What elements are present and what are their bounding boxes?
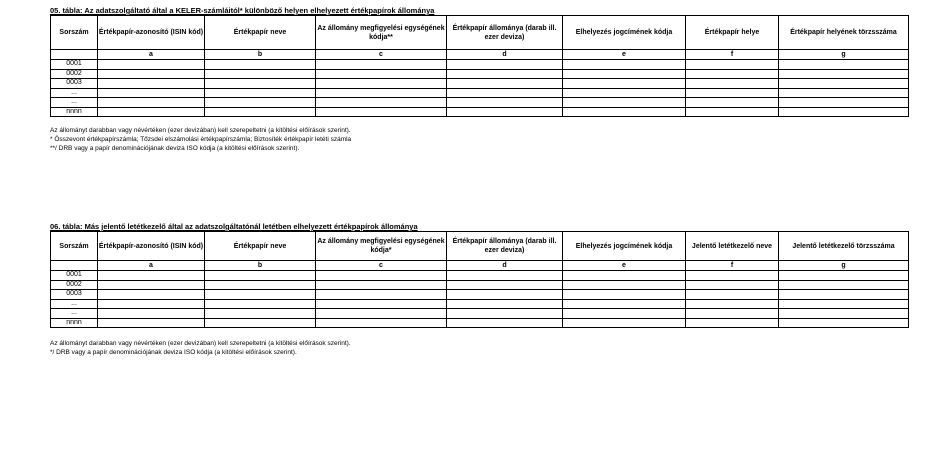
column-header: Elhelyezés jogcímének kódja <box>563 16 686 50</box>
column-header: Értékpapír helyének törzsszáma <box>779 16 909 50</box>
column-header: Értékpapír-azonosító (ISIN kód) <box>98 16 205 50</box>
column-letter: a <box>98 50 205 60</box>
table-cell[interactable] <box>447 60 563 70</box>
table-cell[interactable] <box>205 107 316 117</box>
table-cell[interactable] <box>98 299 205 309</box>
table-cell[interactable] <box>205 309 316 319</box>
table-cell[interactable] <box>563 69 686 79</box>
row-number: ... <box>51 309 98 319</box>
table-06-letter-row <box>51 261 909 271</box>
table-05-header-row <box>51 16 909 50</box>
column-header: Sorszám <box>51 232 98 261</box>
table-cell[interactable] <box>447 98 563 108</box>
table-cell[interactable] <box>316 98 447 108</box>
table-cell[interactable] <box>205 299 316 309</box>
table-cell[interactable] <box>563 107 686 117</box>
column-header: Sorszám <box>51 16 98 50</box>
table-row <box>51 271 909 281</box>
note-line: Az állományt darabban vagy névértéken (ezer devizában) kell szerepeltetni (a kitöltési előírások szerint). <box>50 127 351 134</box>
table-cell[interactable] <box>316 299 447 309</box>
table-cell[interactable] <box>563 318 686 328</box>
table-cell[interactable] <box>779 309 909 319</box>
table-cell[interactable] <box>98 98 205 108</box>
column-letter: a <box>98 261 205 271</box>
table-cell[interactable] <box>686 69 779 79</box>
table-row <box>51 280 909 290</box>
table-cell[interactable] <box>447 69 563 79</box>
column-header: Értékpapír-azonosító (ISIN kód) <box>98 232 205 261</box>
table-cell[interactable] <box>779 88 909 98</box>
table-cell[interactable] <box>686 60 779 70</box>
table-cell[interactable] <box>205 88 316 98</box>
table-cell[interactable] <box>686 318 779 328</box>
table-cell[interactable] <box>205 98 316 108</box>
table-cell[interactable] <box>686 79 779 89</box>
row-number: ... <box>51 98 98 108</box>
table-cell[interactable] <box>563 299 686 309</box>
table-cell[interactable] <box>686 280 779 290</box>
table-cell[interactable] <box>316 280 447 290</box>
table-row <box>51 98 909 108</box>
table-row <box>51 69 909 79</box>
table-cell[interactable] <box>316 271 447 281</box>
row-number: 0002 <box>51 69 98 79</box>
table-cell[interactable] <box>686 98 779 108</box>
table-row <box>51 309 909 319</box>
row-number: 0003 <box>51 79 98 89</box>
table-cell[interactable] <box>316 290 447 300</box>
row-number: 0002 <box>51 280 98 290</box>
row-number: ... <box>51 299 98 309</box>
table-cell[interactable] <box>563 309 686 319</box>
table-05-title: 05. tábla: Az adatszolgáltató által a KELER-számláitól* különböző helyen elhelyezett értékpapírok állománya <box>50 6 435 15</box>
table-cell[interactable] <box>779 69 909 79</box>
column-header: Az állomány megfigyelési egységének kódja* <box>316 232 447 261</box>
table-06 <box>50 231 909 328</box>
column-header: Elhelyezés jogcímének kódja <box>563 232 686 261</box>
table-cell[interactable] <box>563 79 686 89</box>
table-cell[interactable] <box>447 290 563 300</box>
note-line: * Összevont értékpapírszámla; Tőzsdei elszámolási értékpapírszámla; Biztosíték értékpapír letéti számla <box>50 136 352 143</box>
table-cell[interactable] <box>563 98 686 108</box>
column-letter: f <box>686 261 779 271</box>
table-cell[interactable] <box>205 79 316 89</box>
table-cell[interactable] <box>205 318 316 328</box>
table-cell[interactable] <box>98 318 205 328</box>
table-cell[interactable] <box>686 88 779 98</box>
table-cell[interactable] <box>205 290 316 300</box>
column-letter <box>51 261 98 271</box>
table-cell[interactable] <box>779 79 909 89</box>
table-cell[interactable] <box>447 88 563 98</box>
row-number: nnnn <box>51 318 98 328</box>
table-cell[interactable] <box>779 290 909 300</box>
table-cell[interactable] <box>563 60 686 70</box>
table-cell[interactable] <box>779 318 909 328</box>
table-cell[interactable] <box>447 280 563 290</box>
table-row <box>51 60 909 70</box>
table-05-section <box>50 6 908 153</box>
column-letter: d <box>447 261 563 271</box>
column-letter: c <box>316 261 447 271</box>
column-header: Értékpapír állománya (darab ill. ezer deviza) <box>447 16 563 50</box>
table-06-header-row <box>51 232 909 261</box>
table-cell[interactable] <box>98 309 205 319</box>
table-cell[interactable] <box>205 280 316 290</box>
column-letter: g <box>779 50 909 60</box>
table-cell[interactable] <box>563 271 686 281</box>
table-05 <box>50 15 909 117</box>
column-header: Értékpapír neve <box>205 232 316 261</box>
column-header: Jelentő letétkezelő törzsszáma <box>779 232 909 261</box>
column-header: Értékpapír neve <box>205 16 316 50</box>
table-cell[interactable] <box>779 98 909 108</box>
table-cell[interactable] <box>686 299 779 309</box>
column-letter <box>51 50 98 60</box>
table-cell[interactable] <box>98 280 205 290</box>
row-number: ... <box>51 88 98 98</box>
table-cell[interactable] <box>98 79 205 89</box>
table-cell[interactable] <box>98 60 205 70</box>
column-letter: f <box>686 50 779 60</box>
column-letter: b <box>205 50 316 60</box>
table-05-notes <box>50 126 908 153</box>
table-cell[interactable] <box>563 88 686 98</box>
table-cell[interactable] <box>316 60 447 70</box>
column-letter: g <box>779 261 909 271</box>
column-header: Értékpapír állománya (darab ill. ezer deviza) <box>447 232 563 261</box>
table-cell[interactable] <box>779 280 909 290</box>
table-cell[interactable] <box>779 271 909 281</box>
row-number: 0003 <box>51 290 98 300</box>
row-number: nnnn <box>51 107 98 117</box>
column-letter: c <box>316 50 447 60</box>
column-letter: b <box>205 261 316 271</box>
table-cell[interactable] <box>447 299 563 309</box>
table-05-letter-row <box>51 50 909 60</box>
column-letter: d <box>447 50 563 60</box>
table-cell[interactable] <box>98 107 205 117</box>
table-cell[interactable] <box>686 107 779 117</box>
table-cell[interactable] <box>316 107 447 117</box>
table-06-title: 06. tábla: Más jelentő letétkezelő által az adatszolgáltatónál letétben elhelyezett értékpapírok állománya <box>50 222 418 231</box>
column-header: Jelentő letétkezelő neve <box>686 232 779 261</box>
table-cell[interactable] <box>779 299 909 309</box>
table-cell[interactable] <box>98 271 205 281</box>
note-line: **/ DRB vagy a papír denominációjának deviza ISO kódja (a kitöltési előírások szerint). <box>50 145 300 152</box>
note-line: */ DRB vagy a papír denominációjának deviza ISO kódja (a kitöltési előírások szerint). <box>50 349 297 356</box>
table-cell[interactable] <box>686 290 779 300</box>
table-cell[interactable] <box>779 60 909 70</box>
table-06-notes <box>50 339 908 357</box>
table-cell[interactable] <box>686 271 779 281</box>
table-row <box>51 88 909 98</box>
table-cell[interactable] <box>447 309 563 319</box>
table-cell[interactable] <box>563 280 686 290</box>
column-header: Értékpapír helye <box>686 16 779 50</box>
note-line: Az állományt darabban vagy névértéken (ezer devizában) kell szerepeltetni (a kitöltési előírások szerint). <box>50 340 351 347</box>
column-letter: e <box>563 261 686 271</box>
table-cell[interactable] <box>316 309 447 319</box>
table-cell[interactable] <box>447 271 563 281</box>
table-cell[interactable] <box>98 69 205 79</box>
table-06-section <box>50 222 908 357</box>
table-row <box>51 79 909 89</box>
table-row <box>51 318 909 328</box>
table-cell[interactable] <box>316 79 447 89</box>
table-cell[interactable] <box>779 107 909 117</box>
row-number: 0001 <box>51 271 98 281</box>
column-letter: e <box>563 50 686 60</box>
column-header: Az állomány megfigyelési egységének kódja** <box>316 16 447 50</box>
table-cell[interactable] <box>205 271 316 281</box>
table-cell[interactable] <box>447 79 563 89</box>
row-number: 0001 <box>51 60 98 70</box>
table-cell[interactable] <box>447 107 563 117</box>
table-row <box>51 299 909 309</box>
table-cell[interactable] <box>563 290 686 300</box>
table-cell[interactable] <box>205 60 316 70</box>
table-cell[interactable] <box>205 69 316 79</box>
table-cell[interactable] <box>447 318 563 328</box>
table-cell[interactable] <box>98 290 205 300</box>
table-cell[interactable] <box>98 88 205 98</box>
table-cell[interactable] <box>316 318 447 328</box>
table-cell[interactable] <box>686 309 779 319</box>
table-row <box>51 290 909 300</box>
table-cell[interactable] <box>316 88 447 98</box>
table-row <box>51 107 909 117</box>
table-cell[interactable] <box>316 69 447 79</box>
